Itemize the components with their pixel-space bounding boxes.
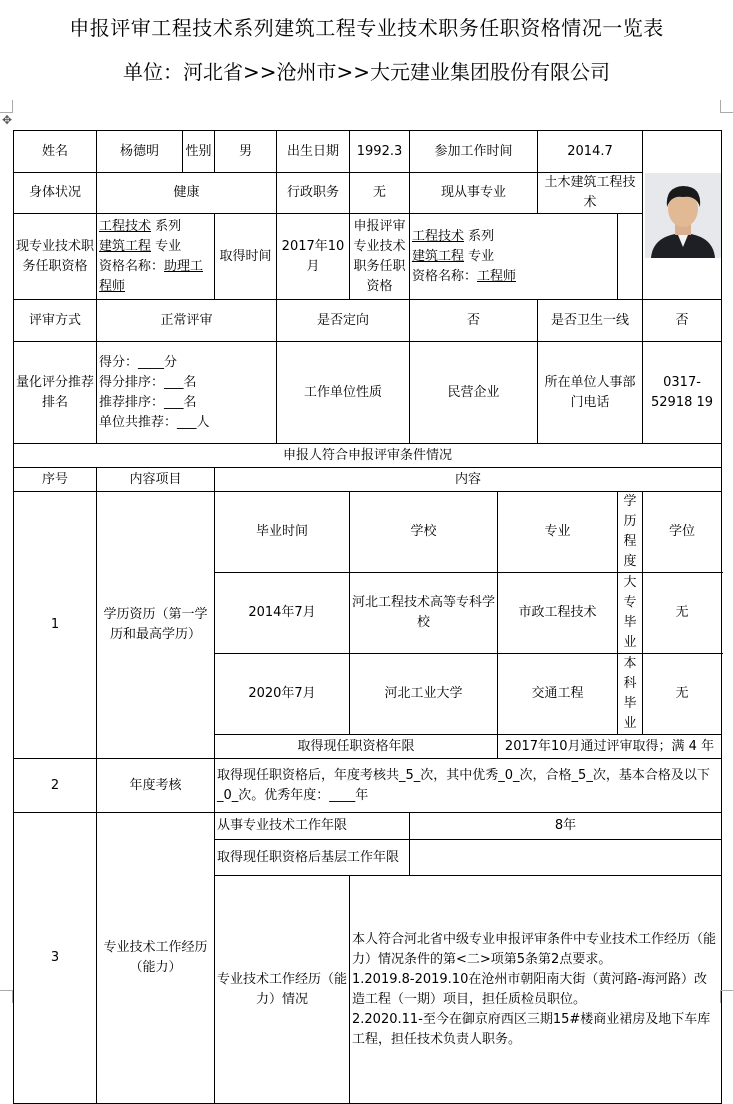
- current-qual-value[interactable]: [97, 214, 215, 300]
- apply-qual-label: 申报评审专业技术职务任职资格: [350, 214, 410, 300]
- grass-years-label: 取得现任职资格后基层工作年限: [215, 840, 410, 876]
- col-content-header: 内容: [215, 468, 722, 492]
- edu-header-grad: 毕业时间: [215, 492, 350, 573]
- exp-no: 3: [14, 813, 97, 1104]
- review-mode-value[interactable]: 正常评审: [97, 300, 277, 342]
- score-line: 得分：____分: [99, 354, 178, 370]
- gender-value[interactable]: 男: [215, 131, 277, 173]
- col-no-header: 序号: [14, 468, 97, 492]
- unit-total-line: 单位共推荐：___人: [99, 414, 210, 430]
- corner-mark-bottom-right: [720, 990, 733, 1003]
- unit-nature-value[interactable]: 民营企业: [410, 342, 538, 444]
- health-label: 身体状况: [14, 173, 97, 214]
- exp-item: 专业技术工作经历（能力）: [97, 813, 215, 1104]
- corner-mark-top-right: [720, 100, 733, 113]
- unit-line: 单位：河北省>>沧州市>>大元建业集团股份有限公司: [122, 60, 611, 84]
- qual-years-label: 取得现任职资格年限: [215, 735, 498, 759]
- current-specialty: 建筑工程: [99, 238, 152, 254]
- admin-label: 行政职务: [277, 173, 350, 214]
- edu-row1-school[interactable]: 河北工程技术高等专科学校: [350, 573, 498, 654]
- gender-label: 性别: [183, 131, 215, 173]
- edu-header-degree: 学位: [643, 492, 722, 573]
- current-series: 工程技术: [99, 218, 152, 234]
- exp-paragraph: 本人符合河北省中级专业申报评审条件中专业技术工作经历（能力）情况条件的第<二>项第5条第2点要求。: [352, 931, 717, 967]
- directed-label: 是否定向: [277, 300, 410, 342]
- birth-label: 出生日期: [277, 131, 350, 173]
- annual-item: 年度考核: [97, 759, 215, 813]
- grass-years-value[interactable]: [410, 840, 722, 876]
- directed-value[interactable]: 否: [410, 300, 538, 342]
- edu-row1-degree[interactable]: 无: [643, 573, 722, 654]
- work-start-value[interactable]: 2014.7: [538, 131, 643, 173]
- conditions-section-title: 申报人符合申报评审条件情况: [14, 444, 722, 468]
- edu-row2-degree[interactable]: 无: [643, 654, 722, 735]
- corner-mark-top-left: [0, 100, 13, 113]
- exp-detail-label: 专业技术工作经历（能力）情况: [215, 876, 350, 1104]
- current-qual-label: 现专业技术职务任职资格: [14, 214, 97, 300]
- exp-years-label: 从事专业技术工作年限: [215, 813, 410, 840]
- recommend-rank-line: 推荐排序：___名: [99, 394, 197, 410]
- annual-no: 2: [14, 759, 97, 813]
- current-qual-name: 助理工程师: [99, 258, 204, 294]
- qual-years-value[interactable]: 2017年10月通过评审取得；满 4 年: [498, 735, 722, 759]
- edu-row1-level[interactable]: 大专毕业: [618, 573, 643, 654]
- apply-qual-value[interactable]: [410, 214, 618, 300]
- health-line-label: 是否卫生一线: [538, 300, 643, 342]
- document-title: 申报评审工程技术系列建筑工程专业技术职务任职资格情况一览表: [69, 16, 664, 40]
- major-value[interactable]: 土木建筑工程技术: [538, 173, 643, 214]
- edu-header-school: 学校: [350, 492, 498, 573]
- apply-series: 工程技术: [412, 228, 465, 244]
- qualification-table: [13, 130, 722, 1104]
- table-move-handle-icon[interactable]: ✥: [2, 113, 13, 127]
- health-line-value[interactable]: 否: [643, 300, 722, 342]
- birth-value[interactable]: 1992.3: [350, 131, 410, 173]
- exp-paragraph: 1.2019.8-2019.10在沧州市朝阳南大街（黄河路-海河路）改造工程（一期）项目，担任质检员职位。: [352, 971, 708, 1007]
- score-block[interactable]: [97, 342, 277, 444]
- edu-row2-level[interactable]: 本科毕业: [618, 654, 643, 735]
- exp-paragraph: 2.2020.11-至今在御京府西区三期15#楼商业裙房及地下车库工程，担任技术负责人职务。: [352, 1011, 711, 1047]
- annual-text[interactable]: 取得现任职资格后，年度考核共_5_次，其中优秀_0_次，合格_5_次，基本合格及以下_0_次。优秀年度：____年: [215, 759, 722, 813]
- edu-row2-major[interactable]: 交通工程: [498, 654, 618, 735]
- score-rank-line: 得分排序：___名: [99, 374, 197, 390]
- score-label: 量化评分推荐排名: [14, 342, 97, 444]
- apply-specialty: 建筑工程: [412, 248, 465, 264]
- edu-header-level: 学历程度: [618, 492, 643, 573]
- apply-qual-prefix: 资格名称：: [412, 268, 478, 284]
- obtain-label: 取得时间: [215, 214, 277, 300]
- edu-row1-major[interactable]: 市政工程技术: [498, 573, 618, 654]
- major-label: 现从事专业: [410, 173, 538, 214]
- name-label: 姓名: [14, 131, 97, 173]
- exp-detail-text[interactable]: [350, 876, 722, 1104]
- edu-item: 学历资历（第一学历和最高学历）: [97, 492, 215, 759]
- admin-value[interactable]: 无: [350, 173, 410, 214]
- edu-row2-school[interactable]: 河北工业大学: [350, 654, 498, 735]
- apply-specialty-suffix: 专业: [464, 248, 495, 264]
- review-mode-label: 评审方式: [14, 300, 97, 342]
- edu-row1-grad[interactable]: 2014年7月: [215, 573, 350, 654]
- edu-row2-grad[interactable]: 2020年7月: [215, 654, 350, 735]
- work-start-label: 参加工作时间: [410, 131, 538, 173]
- qual-prefix: 资格名称：: [99, 258, 165, 274]
- name-value[interactable]: 杨德明: [97, 131, 183, 173]
- apply-series-suffix: 系列: [464, 228, 495, 244]
- edu-header-major: 专业: [498, 492, 618, 573]
- hr-phone-value[interactable]: 0317-52918 19: [643, 342, 722, 444]
- corner-mark-bottom-left: [0, 990, 13, 1003]
- apply-qual-name: 工程师: [477, 268, 517, 284]
- exp-years-value[interactable]: 8年: [410, 813, 722, 840]
- edu-no: 1: [14, 492, 97, 759]
- photo-cell: [643, 131, 722, 300]
- hr-phone-label: 所在单位人事部门电话: [538, 342, 643, 444]
- unit-nature-label: 工作单位性质: [277, 342, 410, 444]
- health-value[interactable]: 健康: [97, 173, 277, 214]
- obtain-value[interactable]: 2017年10月: [277, 214, 350, 300]
- specialty-suffix: 专业: [151, 238, 182, 254]
- col-item-header: 内容项目: [97, 468, 215, 492]
- series-suffix: 系列: [151, 218, 182, 234]
- applicant-photo: [645, 173, 721, 258]
